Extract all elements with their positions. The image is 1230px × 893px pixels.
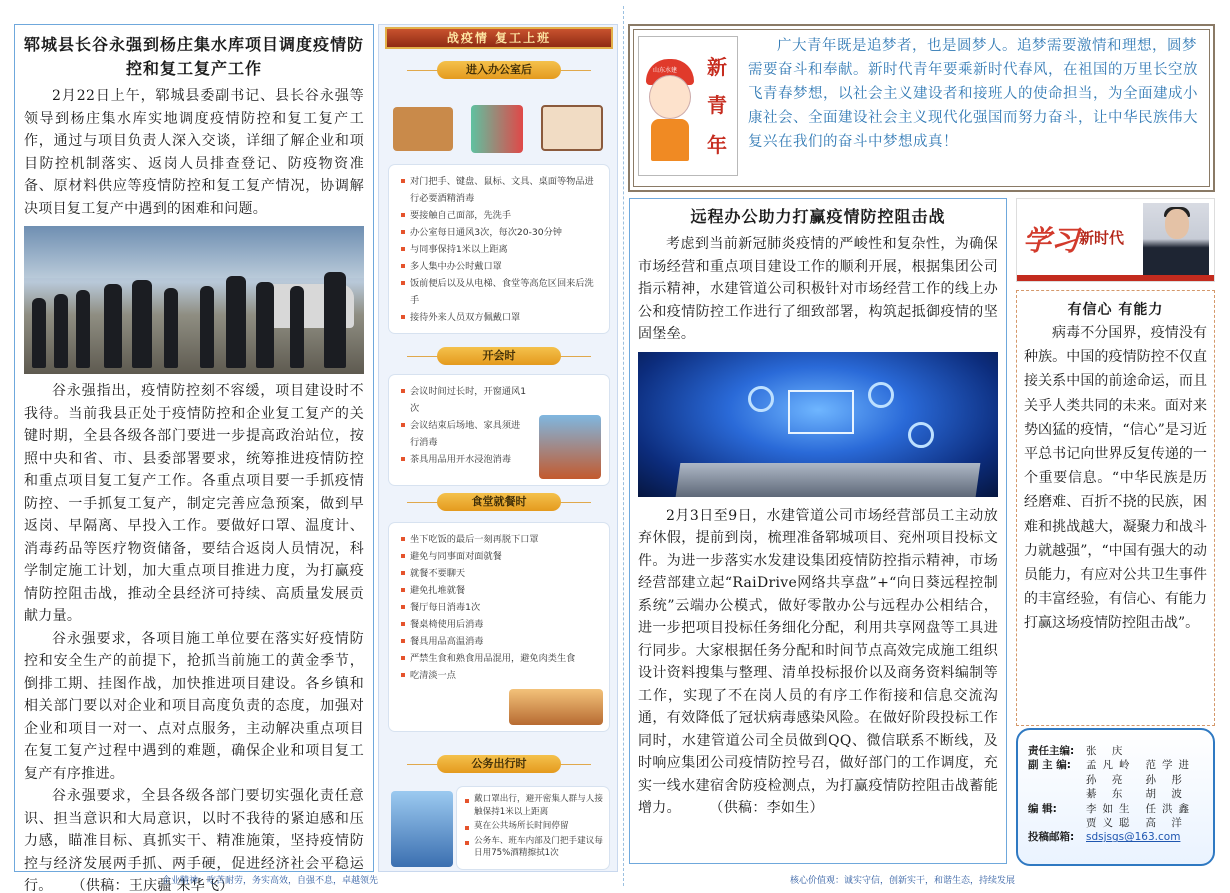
- email-row: 投稿邮箱: sdsjsgs@163.com: [1028, 830, 1205, 844]
- cloud-node-icon: [748, 386, 774, 412]
- office-rules-card: [389, 165, 609, 333]
- list-item: 避免扎堆就餐: [401, 582, 599, 599]
- logo-char-2: 青: [707, 93, 727, 117]
- left-article-title: 郓城县长谷永强到杨庄集水库项目调度疫情防控和复工复产工作: [24, 35, 365, 78]
- guide-banner: 战疫情 复工上班: [385, 27, 613, 49]
- list-item: 饭前便后以及从电梯、食堂等高危区回来后洗手: [401, 275, 599, 309]
- footer-enterprise-spirit: 企业精神：吃苦耐劳，务实高效，自强不息，卓越领先: [162, 876, 379, 886]
- factory-icon: [788, 390, 854, 434]
- meeting-rules-card: [389, 375, 609, 485]
- editor-row: 编 辑: 李如生 任洪鑫 贾义聪 高 洋: [1028, 802, 1195, 830]
- list-item: 吃清淡一点: [401, 667, 599, 684]
- list-item: 公务车、班车内部及门把手建议每日用75%酒精擦拭1次: [465, 835, 603, 860]
- list-item: 避免与同事面对面就餐: [401, 548, 599, 565]
- study-logo: 学习: [1023, 224, 1080, 257]
- meeting-illustration: [539, 415, 601, 479]
- center-divider: [623, 6, 624, 886]
- left-article-paragraph-3: 谷永强要求，各项目施工单位要在落实好疫情防控和安全生产的前提下，抢抓当前施工的黄金季节，倒排工期、挂图作战，加快推进项目建设。各乡镇和相关部门要以对企业和项目高度负责的态度，加强对企业和项目一对一、点对点服务，主动解决重点项目在复工复产过程中遇到的难题，确保企业和项目复工复产有序推进。: [24, 630, 364, 782]
- list-item: 与同事保持1米以上距离: [401, 241, 599, 258]
- left-article-paragraph-2: 谷永强指出，疫情防控刻不容缓，项目建设时不我待。当前我县正处于疫情防控和企业复工复产的关键时期，全县各级各部门要进一步提高政治站位，按照中央和省、市、县委部署要求，统筹推进疫情防控和重点项目复工复产工作。各重点项目要一手抓疫情防控、一手抓复工复产，制定完善应急预案，做到早返岗、早隔离、早投入工作。要做好口罩、温度计、消毒药品等医疗物资储备，要结合返岗人员情况，科学制定施工计划，加大重点项目推进力度，为打赢疫情防控阻击战，推动全县经济可持续、高质量发展贡献力量。: [24, 383, 364, 624]
- remote-office-paragraph-2: 2月3日至9日，水建管道公司市场经营部员工主动放弃休假，提前到岗，梳理准备郓城项目、兖州项目投标文件。为进一步落实水发建设集团疫情防控指示精神，市场经营部建立起“RaiDrive网络共享盘”+“向日葵远程控制系统”云端办公模式，做好零散办公与远程办公相结合，进一步把项目投标任务细化分配，利用共享网盘等工具进行同步。大家根据任务分配和时间节点高效完成施工组织设计资料搜集与整理、清单投标报价以及商务资料编制等工作，实现了不在岗人员的有序工作衔接和信息交流沟通，有效降低了冠状病毒感染风险。在做好阶段投标工作同时，水建管道公司全员做到QQ、微信联系不断线，及时响应集团公司疫情防控号召，做好部门的工作调度，充实一线水建宿舍防疫检测点，为打赢疫情防控阻击战蓄能增力。 （供稿：李如生）: [638, 507, 998, 816]
- site-inspection-photo: [24, 226, 364, 374]
- list-item: 多人集中办公时戴口罩: [401, 258, 599, 275]
- list-item: 办公室每日通风3次，每次20-30分钟: [401, 224, 599, 241]
- left-article-credit: （供稿：王庆疆 朱华飞）: [71, 878, 234, 893]
- list-item: 会议时间过长时，开窗通风1次: [401, 383, 529, 417]
- list-item: 就餐不要聊天: [401, 565, 599, 582]
- helmet-badge: 山东水建: [653, 67, 678, 74]
- travel-rules-card: [457, 787, 609, 869]
- section-office-title: 进入办公室后: [437, 61, 561, 79]
- list-item: 莫在公共场所长时间停留: [465, 820, 603, 833]
- gear-icon: [868, 382, 894, 408]
- remote-office-paragraph-1: 考虑到当前新冠肺炎疫情的严峻性和复杂性，为确保市场经营和重点项目建设工作的顺利开展，根据集团公司指示精神，水建管道公司积极针对市场经营工作的线上办公和疫情防控工作进行了细致部署，构筑起抵御疫情的坚固堡垒。: [638, 236, 998, 342]
- remote-office-article: [629, 198, 1007, 864]
- logo-char-1: 新: [707, 55, 727, 79]
- laptop-cloud-image: [638, 352, 998, 497]
- list-item: 餐桌椅使用后消毒: [401, 616, 599, 633]
- list-item: 会议结束后场地、家具须进行消毒: [401, 417, 529, 451]
- editorial-board: [1016, 728, 1215, 866]
- section-travel-title: 公务出行时: [437, 755, 561, 773]
- left-article-paragraph-1: 2月22日上午，郓城县委副书记、县长谷永强等领导到杨庄集水库实地调度疫情防控和复工复产工作，通过与项目负责人深入交谈，详细了解企业和项目防控机制落实、返岗人员排查登记、防疫物资准备、原材料供应等疫情防控和复工复产情况，协调解决项目复工复产中遇到的困难和问题。: [24, 88, 364, 217]
- left-article-paragraph-4: 谷永强要求，全县各级各部门要切实强化责任意识、担当意识和大局意识，以时不我待的紧迫感和压力感，瞄准目标、真抓实干、精准施策，坚持疫情防控与经济发展两手抓、两手硬，促进经济社会平稳运行。 （供稿：王庆疆 朱华飞）: [24, 788, 364, 893]
- remote-office-credit: （供稿：李如生）: [709, 800, 824, 816]
- youth-message: 广大青年既是追梦者，也是圆梦人。追梦需要激情和理想，圆梦需要奋斗和奉献。新时代青年要乘新时代春风，在祖国的万里长空放飞青春梦想，以社会主义建设者和接班人的使命担当，为全面建成小康社会、全面建设社会主义现代化强国而努力奋斗，让中华民族伟大复兴在我们的奋斗中梦想成真！: [748, 38, 1198, 150]
- list-item: 要接触自己面部，先洗手: [401, 207, 599, 224]
- logo-char-3: 年: [707, 133, 727, 157]
- list-item: 严禁生食和熟食用品混用，避免肉类生食: [401, 650, 599, 667]
- girl-face-icon: [649, 75, 691, 119]
- new-era-label: 新时代: [1079, 229, 1125, 247]
- laptop-keyboard: [676, 463, 981, 497]
- epidemic-guide-column: [378, 24, 618, 872]
- study-new-era-banner: [1016, 198, 1215, 282]
- list-item: 接待外来人员双方佩戴口罩: [401, 309, 599, 326]
- network-node-icon: [908, 422, 934, 448]
- confidence-paragraph: 病毒不分国界，疫情没有种族。中国的疫情防控不仅直接关系中国的前途命运，而且关乎人类共同的未来。面对来势凶猛的疫情，“信心”是习近平总书记向世界反复传递的一个重要信息。“中华民族是历经磨难、百折不挠的民族，困难和挑战越大，凝聚力和战斗力就越强”，“中国有强大的动员能力，有应对公共卫生事件的丰富经验，有信心、有能力打赢这场疫情防控阻击战”。: [1024, 325, 1207, 632]
- list-item: 茶具用品用开水浸泡消毒: [401, 451, 529, 468]
- section-meeting-title: 开会时: [437, 347, 561, 365]
- window-illustration: [541, 105, 603, 151]
- section-canteen-title: 食堂就餐时: [437, 493, 561, 511]
- list-item: 餐具用品高温消毒: [401, 633, 599, 650]
- dining-table-illustration: [509, 689, 603, 725]
- canteen-rules-card: [389, 523, 609, 731]
- deputy-editor-row: 副 主 编: 孟凡岭 范学进 孙 亮 孙 彤 綦 东 胡 波: [1028, 759, 1195, 801]
- list-item: 坐下吃饭的最后一刻再脱下口罩: [401, 531, 599, 548]
- confidence-title: 有信心 有能力: [1067, 302, 1164, 318]
- confidence-article: [1016, 290, 1215, 726]
- new-youth-logo: [638, 36, 738, 176]
- list-item: 餐厅每日消毒1次: [401, 599, 599, 616]
- chief-editor-row: 责任主编: 张 庆: [1028, 745, 1129, 757]
- commuter-illustration: [391, 791, 453, 867]
- disinfectant-illustration: [471, 105, 523, 153]
- office-desk-illustration: [393, 107, 453, 151]
- youth-header: [628, 24, 1215, 192]
- list-item: 对门把手、键盘、鼠标、文具、桌面等物品进行必要酒精消毒: [401, 173, 599, 207]
- submission-email-link[interactable]: sdsjsgs@163.com: [1086, 831, 1181, 844]
- remote-office-title: 远程办公助力打赢疫情防控阻击战: [690, 207, 946, 226]
- footer-core-values: 核心价值观：诚实守信，创新实干，和谐生态，持续发展: [790, 876, 1016, 886]
- list-item: 戴口罩出行，避开密集人群与人接触保持1米以上距离: [465, 793, 603, 818]
- girl-body-icon: [651, 119, 689, 161]
